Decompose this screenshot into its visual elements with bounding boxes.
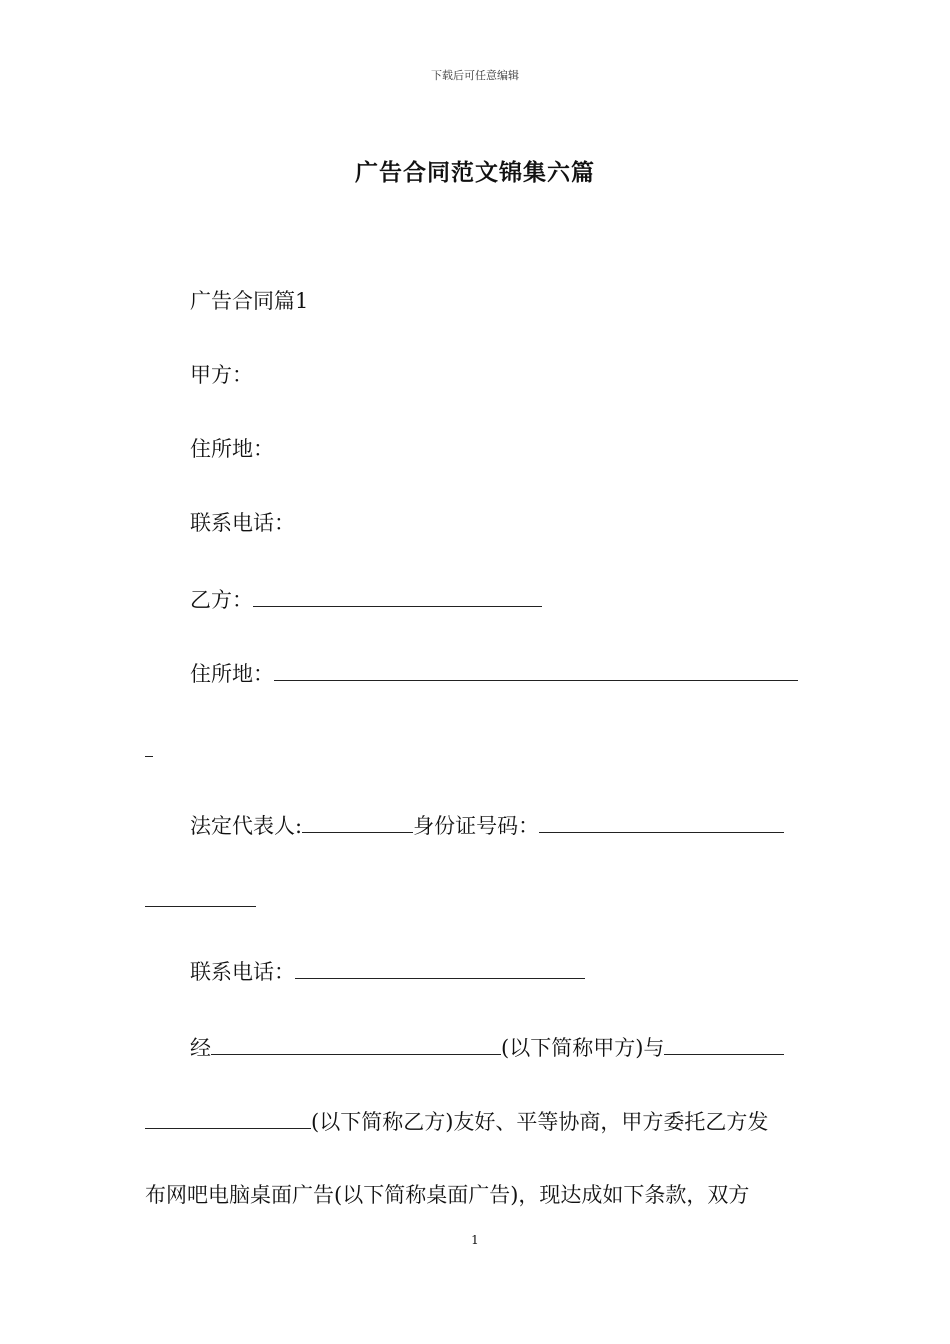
party-b-address-blank-continued [145,734,153,757]
party-a-phone-line [145,508,852,538]
party-a-label: 甲方： [190,363,253,387]
agreement-blank-2 [664,1032,784,1055]
agreement-blank-3 [145,1106,311,1129]
document-title: 广告合同范文锦集六篇 [355,159,595,186]
party-b-address-continuation [145,734,807,764]
party-b-address-blank [274,658,798,681]
id-number-blank-continued [145,884,256,907]
party-a-phone-label: 联系电话： [190,511,295,535]
agreement-text-3: 布网吧电脑桌面广告(以下简称桌面广告)，现达成如下条款，双方 [145,1183,750,1207]
agreement-blank-1 [211,1032,501,1055]
id-number-blank [539,810,784,833]
id-number-continuation [145,884,807,914]
agreement-line-1 [145,1032,852,1062]
agreement-line-3 [145,1180,807,1210]
party-b-address-label: 住所地： [190,662,274,686]
party-b-address-line [145,658,852,688]
legal-rep-line [145,810,852,840]
party-b-phone-blank [295,956,585,979]
id-number-label: 身份证号码： [413,814,540,838]
legal-rep-blank [302,810,413,833]
party-b-label: 乙方： [190,588,253,612]
party-a-address-label: 住所地： [190,437,274,461]
party-a-address-line [145,434,852,464]
header-note: 下载后可任意编辑 [431,69,519,82]
legal-rep-label: 法定代表人: [190,814,303,838]
agreement-line-2 [145,1106,807,1136]
party-b-phone-label: 联系电话： [190,960,295,984]
agreement-text-2: (以下简称乙方)友好、平等协商，甲方委托乙方发 [311,1110,769,1134]
party-b-phone-line [145,956,852,986]
section-heading: 广告合同篇1 [190,289,309,313]
party-a-line [145,360,852,390]
page-number: 1 [471,1233,479,1247]
party-b-blank [253,584,542,607]
agreement-prefix: 经 [190,1036,211,1060]
party-b-line [145,584,852,614]
agreement-text-1: (以下简称甲方)与 [501,1036,665,1060]
